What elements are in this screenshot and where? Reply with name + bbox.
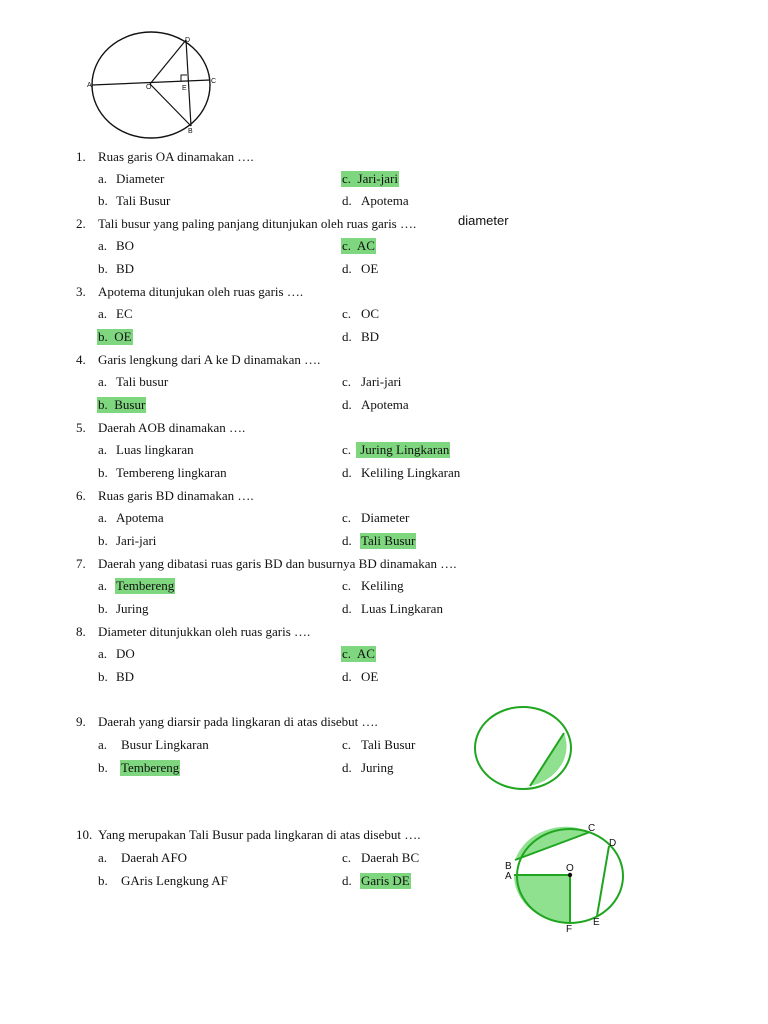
question-text: Ruas garis BD dinamakan …. — [98, 488, 254, 503]
question-text: Apotema ditunjukan oleh ruas garis …. — [98, 284, 304, 299]
option-letter: b. — [98, 669, 108, 684]
option-letter: b. — [98, 760, 108, 775]
option-text: Diameter — [116, 171, 165, 186]
option-text: Tali Busur — [361, 737, 416, 752]
option-text: Tali Busur — [116, 193, 171, 208]
option-text: OE — [361, 669, 379, 684]
label-e: E — [182, 85, 187, 92]
option-text: Luas lingkaran — [116, 442, 194, 457]
option-letter: d. — [342, 760, 352, 775]
option-letter: a. — [98, 510, 108, 525]
option-letter: b. — [98, 465, 108, 480]
question-text: Yang merupakan Tali Busur pada lingkaran di atas disebut …. — [98, 827, 421, 842]
label-d: D — [185, 37, 191, 44]
option-text: DO — [116, 646, 135, 661]
option-text: Tali Busur — [361, 533, 416, 548]
option-letter: d. — [342, 329, 352, 344]
question-number: 10. — [76, 827, 93, 842]
question-text: Ruas garis OA dinamakan …. — [98, 149, 254, 164]
question-text: Tali busur yang paling panjang ditunjukan oleh ruas garis …. — [98, 216, 417, 231]
option-text: OE — [114, 329, 132, 344]
option-text: Busur Lingkaran — [121, 737, 209, 752]
option-letter: c. — [342, 171, 352, 186]
option-letter: b. — [98, 601, 108, 616]
option-letter: b. — [98, 193, 108, 208]
question-text: Daerah AOB dinamakan …. — [98, 420, 246, 435]
option-letter: d. — [342, 601, 352, 616]
label-c: C — [588, 823, 596, 834]
option-letter: c. — [342, 510, 352, 525]
question-number: 3. — [76, 284, 86, 299]
option-letter: a. — [98, 306, 108, 321]
option-text: AC — [356, 646, 375, 661]
option-letter: d. — [342, 193, 352, 208]
option-letter: c. — [342, 442, 352, 457]
option-letter: b. — [98, 873, 108, 888]
option-letter: b. — [98, 329, 108, 344]
option-text: Tembereng — [116, 578, 175, 593]
option-letter: a. — [98, 238, 108, 253]
question-number: 2. — [76, 216, 86, 231]
chord-de — [597, 846, 609, 916]
option-text: Juring — [116, 601, 149, 616]
question-text: Garis lengkung dari A ke D dinamakan …. — [98, 352, 321, 367]
option-letter: c. — [342, 578, 352, 593]
option-letter: a. — [98, 646, 108, 661]
question-text: Daerah yang dibatasi ruas garis BD dan busurnya BD dinamakan …. — [98, 556, 457, 571]
option-letter: a. — [98, 850, 108, 865]
option-text: Garis DE — [361, 873, 410, 888]
option-letter: a. — [98, 171, 108, 186]
option-text: Busur — [114, 397, 146, 412]
option-letter: c. — [342, 850, 352, 865]
option-letter: c. — [342, 646, 352, 661]
option-letter: b. — [98, 397, 108, 412]
option-letter: a. — [98, 442, 108, 457]
label-o: O — [146, 84, 152, 91]
option-text: Jari-jari — [357, 171, 398, 186]
option-text: Daerah AFO — [121, 850, 188, 865]
option-letter: d. — [342, 533, 352, 548]
label-f: F — [566, 924, 573, 935]
option-text: Keliling Lingkaran — [361, 465, 461, 480]
option-text: Jari-jari — [116, 533, 157, 548]
option-text: BD — [361, 329, 380, 344]
question-number: 9. — [76, 714, 86, 729]
option-letter: a. — [98, 737, 108, 752]
option-text: EC — [116, 306, 133, 321]
option-letter: d. — [342, 669, 352, 684]
option-text: Jari-jari — [361, 374, 402, 389]
option-letter: c. — [342, 374, 352, 389]
option-text: GAris Lengkung AF — [121, 873, 228, 888]
option-letter: a. — [98, 374, 108, 389]
label-e: E — [593, 917, 600, 928]
option-text: Luas Lingkaran — [361, 601, 443, 616]
question-number: 6. — [76, 488, 86, 503]
handwritten-annotation: diameter — [458, 213, 509, 228]
option-text: Daerah BC — [361, 850, 420, 865]
option-letter: c. — [342, 238, 352, 253]
option-letter: d. — [342, 873, 352, 888]
label-a: A — [87, 82, 92, 89]
question-text: Daerah yang diarsir pada lingkaran di atas disebut …. — [98, 714, 378, 729]
label-b: B — [188, 128, 193, 135]
option-text: Keliling — [361, 578, 404, 593]
question-number: 1. — [76, 149, 86, 164]
option-letter: d. — [342, 465, 352, 480]
option-text: Apotema — [361, 397, 409, 412]
option-text: Tembereng — [121, 760, 180, 775]
question-number: 4. — [76, 352, 86, 367]
option-text: Juring Lingkaran — [360, 442, 450, 457]
option-text: AC — [356, 238, 375, 253]
option-text: OE — [361, 261, 379, 276]
option-text: BD — [116, 669, 135, 684]
option-letter: b. — [98, 261, 108, 276]
label-d: D — [609, 838, 617, 849]
question-number: 5. — [76, 420, 86, 435]
option-text: Apotema — [116, 510, 164, 525]
option-text: Tali busur — [116, 374, 169, 389]
option-letter: c. — [342, 737, 352, 752]
label-o: O — [566, 863, 574, 874]
option-letter: c. — [342, 306, 352, 321]
option-text: OC — [361, 306, 380, 321]
option-text: Tembereng lingkaran — [116, 465, 227, 480]
option-text: BD — [116, 261, 135, 276]
option-letter: a. — [98, 578, 108, 593]
label-a: A — [505, 871, 512, 882]
question-number: 8. — [76, 624, 86, 639]
label-c: C — [211, 78, 217, 85]
option-text: BO — [116, 238, 135, 253]
question-text: Diameter ditunjukkan oleh ruas garis …. — [98, 624, 311, 639]
label-b: B — [505, 861, 512, 872]
option-letter: d. — [342, 397, 352, 412]
option-text: Diameter — [361, 510, 410, 525]
option-letter: b. — [98, 533, 108, 548]
option-letter: d. — [342, 261, 352, 276]
option-text: Apotema — [361, 193, 409, 208]
option-text: Juring — [361, 760, 394, 775]
question-number: 7. — [76, 556, 86, 571]
